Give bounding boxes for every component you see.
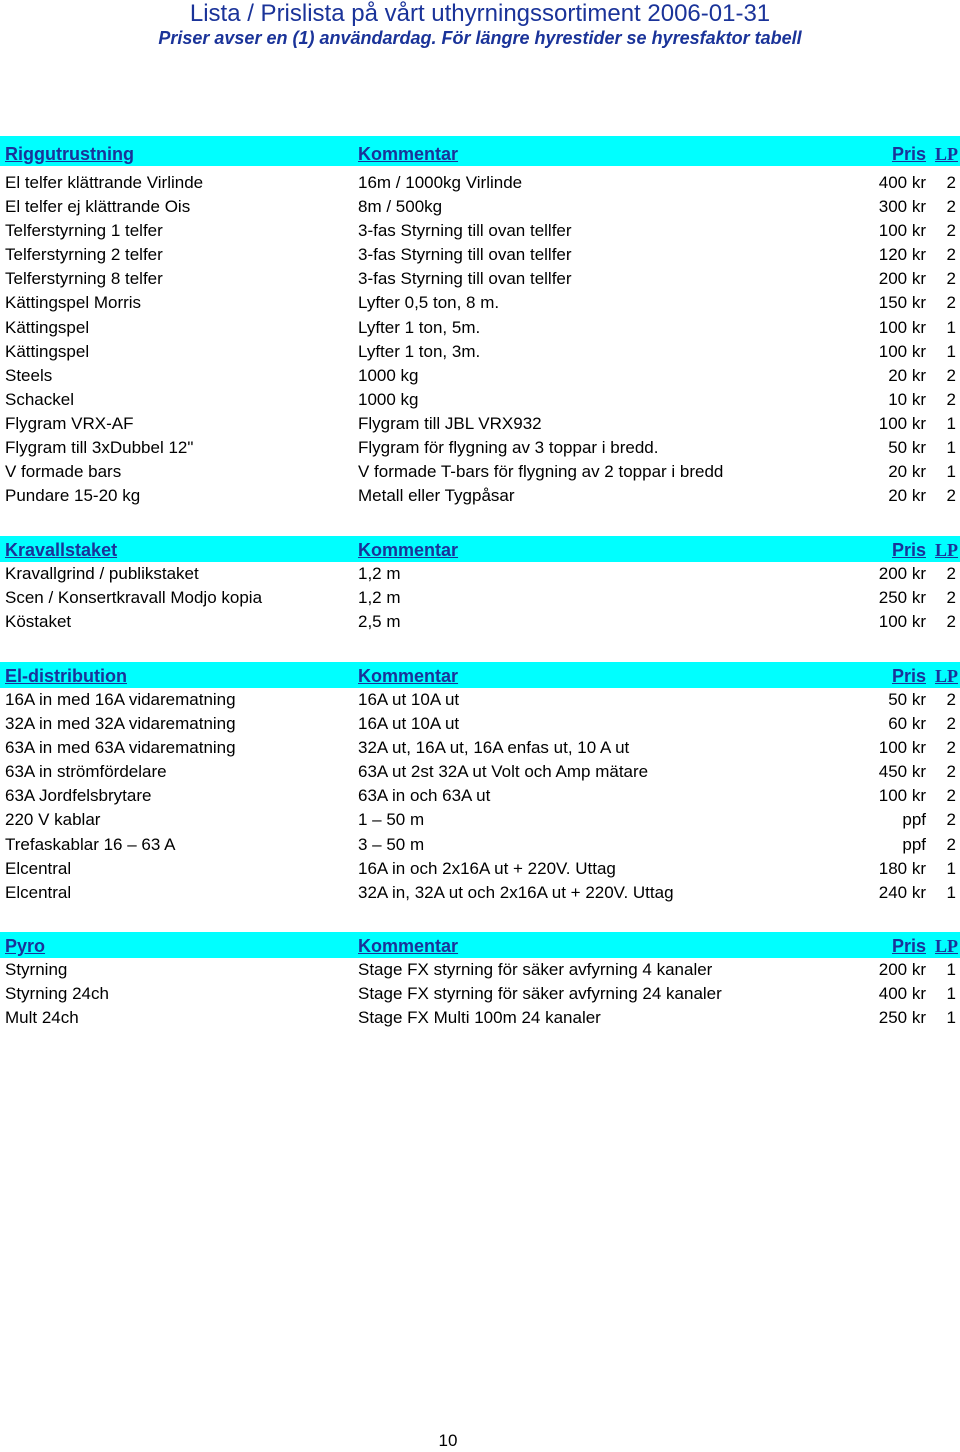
- item-lp: 2: [946, 221, 956, 241]
- item-lp: 1: [946, 960, 956, 979]
- item-lp: 2: [946, 197, 956, 217]
- item-lp: 2: [946, 738, 956, 758]
- item-comment: 3-fas Styrning till ovan tellfer: [358, 221, 572, 241]
- item-name: El telfer ej klättrande Ois: [5, 197, 191, 217]
- item-comment: 1000 kg: [358, 365, 419, 385]
- table-row: [0, 436, 960, 460]
- item-lp: 1: [946, 1008, 956, 1028]
- table-row: [0, 688, 960, 712]
- item-lp: 2: [946, 588, 956, 608]
- item-lp: 2: [946, 564, 956, 583]
- item-comment: Stage FX styrning för säker avfyrning 24 kanaler: [358, 984, 722, 1004]
- item-name: Kättingspel: [5, 341, 90, 361]
- item-lp: 2: [946, 612, 956, 632]
- header-price: Pris: [891, 144, 926, 164]
- item-lp: 2: [946, 365, 956, 385]
- item-price: ppf: [902, 834, 926, 854]
- item-lp: 2: [946, 810, 956, 830]
- table-row: [0, 267, 960, 291]
- item-price: 400 kr: [878, 984, 926, 1004]
- item-name: Scen / Konsertkravall Modjo kopia: [5, 588, 263, 608]
- item-price: 100 kr: [878, 413, 926, 433]
- section-header: [0, 932, 960, 958]
- item-name: Pundare 15-20 kg: [5, 486, 141, 506]
- item-comment: 16A in och 2x16A ut + 220V. Uttag: [358, 858, 616, 878]
- item-name: Styrning: [5, 960, 68, 979]
- section-pyro: [0, 932, 960, 1030]
- table-row: [0, 760, 960, 784]
- table-row: [0, 958, 960, 982]
- item-price: 250 kr: [878, 588, 926, 608]
- item-price: 20 kr: [888, 365, 926, 385]
- item-price: 400 kr: [878, 173, 926, 192]
- table-row: [0, 610, 960, 634]
- item-name: Kättingspel: [5, 317, 90, 337]
- item-price: 100 kr: [878, 612, 926, 632]
- table-row: [0, 219, 960, 243]
- header-item: Kravallstaket: [5, 540, 118, 560]
- table-row: [0, 833, 960, 857]
- table-row: [0, 316, 960, 340]
- item-comment: 3-fas Styrning till ovan tellfer: [358, 269, 572, 289]
- item-price: 120 kr: [878, 245, 926, 265]
- item-lp: 1: [946, 317, 956, 337]
- item-comment: Flygram för flygning av 3 toppar i bredd.: [358, 438, 659, 458]
- item-lp: 2: [946, 173, 956, 192]
- item-price: 50 kr: [888, 438, 926, 458]
- table-row: [0, 195, 960, 219]
- item-price: 100 kr: [878, 738, 926, 758]
- table-row: [0, 562, 960, 586]
- header-lp: LP: [934, 936, 958, 956]
- header-item: Riggutrustning: [5, 144, 134, 164]
- item-name: 32A in med 32A vidarematning: [5, 714, 236, 734]
- item-comment: 63A in och 63A ut: [358, 786, 491, 806]
- item-name: Steels: [5, 365, 53, 385]
- table-row: [0, 736, 960, 760]
- item-comment: Stage FX Multi 100m 24 kanaler: [358, 1008, 601, 1028]
- item-name: El telfer klättrande Virlinde: [5, 173, 204, 192]
- item-lp: 2: [946, 714, 956, 734]
- item-name: 63A in strömfördelare: [5, 762, 167, 782]
- item-comment: 1000 kg: [358, 389, 419, 409]
- item-name: Flygram VRX-AF: [5, 413, 134, 433]
- item-comment: 3-fas Styrning till ovan tellfer: [358, 245, 572, 265]
- item-lp: 1: [946, 462, 956, 482]
- table-row: [0, 784, 960, 808]
- item-name: Kättingspel Morris: [5, 293, 142, 313]
- item-comment: 1 – 50 m: [358, 810, 425, 830]
- table-row: [0, 857, 960, 881]
- item-price: 250 kr: [878, 1008, 926, 1028]
- item-comment: Flygram till JBL VRX932: [358, 413, 542, 433]
- header-comment: Kommentar: [358, 666, 459, 686]
- item-price: 100 kr: [878, 341, 926, 361]
- item-comment: 2,5 m: [358, 612, 401, 632]
- item-name: Styrning 24ch: [5, 984, 109, 1004]
- item-price: 100 kr: [878, 786, 926, 806]
- page-subtitle: Priser avser en (1) användardag. För längre hyrestider se hyresfaktor tabell: [158, 28, 802, 48]
- header-price: Pris: [891, 936, 926, 956]
- table-row: [0, 412, 960, 436]
- section-header: [0, 662, 960, 688]
- item-lp: 1: [946, 438, 956, 458]
- item-comment: Lyfter 1 ton, 3m.: [358, 341, 481, 361]
- item-name: Schackel: [5, 389, 74, 409]
- table-row: [0, 982, 960, 1006]
- item-name: V formade bars: [5, 462, 122, 482]
- item-comment: 8m / 500kg: [358, 197, 443, 217]
- item-price: 100 kr: [878, 221, 926, 241]
- item-name: 220 V kablar: [5, 810, 101, 830]
- item-lp: 1: [946, 858, 956, 878]
- header-lp: LP: [934, 666, 958, 686]
- header-comment: Kommentar: [358, 540, 459, 560]
- item-name: Köstaket: [5, 612, 72, 632]
- table-row: [0, 881, 960, 905]
- item-comment: 1,2 m: [358, 588, 401, 608]
- table-row: [0, 291, 960, 315]
- item-price: 200 kr: [878, 269, 926, 289]
- item-price: 300 kr: [878, 197, 926, 217]
- item-name: 63A Jordfelsbrytare: [5, 786, 152, 806]
- item-lp: 2: [946, 269, 956, 289]
- page-title: Lista / Prislista på vårt uthyrningssortiment 2006-01-31: [189, 0, 771, 27]
- item-price: 150 kr: [878, 293, 926, 313]
- item-price: 20 kr: [888, 462, 926, 482]
- table-row: [0, 586, 960, 610]
- item-comment: V formade T-bars för flygning av 2 toppar i bredd: [358, 462, 724, 482]
- section-kravallstaket: [0, 536, 960, 634]
- table-row: [0, 484, 960, 508]
- item-name: Telferstyrning 1 telfer: [5, 221, 163, 241]
- item-lp: 2: [946, 762, 956, 782]
- item-lp: 2: [946, 834, 956, 854]
- item-price: 450 kr: [878, 762, 926, 782]
- item-price: 240 kr: [878, 882, 926, 902]
- item-lp: 2: [946, 293, 956, 313]
- table-row: [0, 171, 960, 195]
- item-price: 10 kr: [888, 389, 926, 409]
- item-comment: Stage FX styrning för säker avfyrning 4 kanaler: [358, 960, 713, 979]
- item-comment: Metall eller Tygpåsar: [358, 486, 515, 506]
- table-row: [0, 460, 960, 484]
- item-comment: Lyfter 1 ton, 5m.: [358, 317, 481, 337]
- table-row: [0, 712, 960, 736]
- header-comment: Kommentar: [358, 936, 459, 956]
- item-lp: 2: [946, 389, 956, 409]
- item-lp: 2: [946, 486, 956, 506]
- item-lp: 2: [946, 245, 956, 265]
- table-row: [0, 388, 960, 412]
- section-riggutrustning: [0, 136, 960, 508]
- item-comment: 16A ut 10A ut: [358, 714, 460, 734]
- section-header: [0, 136, 960, 166]
- item-name: Telferstyrning 2 telfer: [5, 245, 163, 265]
- item-lp: 1: [946, 341, 956, 361]
- item-price: 180 kr: [878, 858, 926, 878]
- item-name: Elcentral: [5, 882, 72, 902]
- item-comment: 63A ut 2st 32A ut Volt och Amp mätare: [358, 762, 649, 782]
- section-header: [0, 536, 960, 562]
- item-name: 16A in med 16A vidarematning: [5, 690, 236, 709]
- table-row: [0, 340, 960, 364]
- item-price: 20 kr: [888, 486, 926, 506]
- item-lp: 2: [946, 786, 956, 806]
- page-number: 10: [438, 1431, 458, 1450]
- header-price: Pris: [891, 540, 926, 560]
- item-comment: 16A ut 10A ut: [358, 690, 460, 709]
- item-price: 200 kr: [878, 960, 926, 979]
- header-lp: LP: [934, 540, 958, 560]
- item-price: ppf: [902, 810, 926, 830]
- item-comment: Lyfter 0,5 ton, 8 m.: [358, 293, 500, 313]
- header-item: El-distribution: [5, 666, 127, 686]
- section-el-distribution: [0, 662, 960, 905]
- item-name: Elcentral: [5, 858, 72, 878]
- table-row: [0, 1006, 960, 1030]
- item-name: Mult 24ch: [5, 1008, 79, 1028]
- item-name: Kravallgrind / publikstaket: [5, 564, 199, 583]
- table-row: [0, 808, 960, 832]
- item-lp: 1: [946, 984, 956, 1004]
- header-comment: Kommentar: [358, 144, 459, 164]
- table-row: [0, 364, 960, 388]
- header-item: Pyro: [5, 936, 46, 956]
- item-comment: 32A ut, 16A ut, 16A enfas ut, 10 A ut: [358, 738, 630, 758]
- item-lp: 1: [946, 413, 956, 433]
- item-lp: 1: [946, 882, 956, 902]
- item-name: 63A in med 63A vidarematning: [5, 738, 236, 758]
- item-comment: 3 – 50 m: [358, 834, 425, 854]
- item-price: 200 kr: [878, 564, 926, 583]
- item-comment: 32A in, 32A ut och 2x16A ut + 220V. Uttag: [358, 882, 674, 902]
- table-row: [0, 243, 960, 267]
- item-name: Trefaskablar 16 – 63 A: [5, 834, 176, 854]
- item-price: 100 kr: [878, 317, 926, 337]
- header-price: Pris: [891, 666, 926, 686]
- item-name: Telferstyrning 8 telfer: [5, 269, 163, 289]
- item-comment: 16m / 1000kg Virlinde: [358, 173, 523, 192]
- header-lp: LP: [934, 144, 958, 164]
- item-name: Flygram till 3xDubbel 12": [5, 438, 194, 458]
- item-price: 50 kr: [888, 690, 926, 709]
- item-lp: 2: [946, 690, 956, 709]
- item-price: 60 kr: [888, 714, 926, 734]
- item-comment: 1,2 m: [358, 564, 401, 583]
